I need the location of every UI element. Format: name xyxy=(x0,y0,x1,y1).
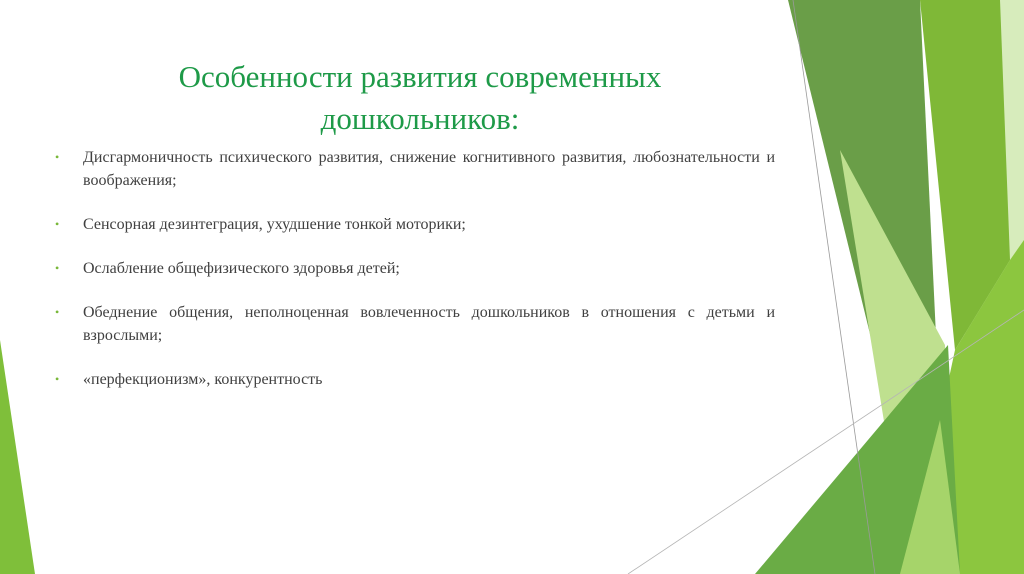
list-item xyxy=(50,146,775,192)
list-item xyxy=(50,368,775,391)
bullet-marker: • xyxy=(55,261,60,275)
list-item-text: «перфекционизм», конкурентность xyxy=(83,371,323,388)
list-item-text: Обеднение общения, неполноценная вовлеченность дошкольников в отношения с детьми и взрослыми; xyxy=(83,304,775,344)
list-item xyxy=(50,213,775,236)
list-item xyxy=(50,301,775,347)
list-item-text: Дисгармоничность психического развития, снижение когнитивного развития, любознательности и воображения; xyxy=(83,149,775,189)
bullet-marker: • xyxy=(55,217,60,231)
bullet-marker: • xyxy=(55,372,60,386)
bullet-list xyxy=(50,146,775,391)
bullet-marker: • xyxy=(55,305,60,319)
list-item-text: Ослабление общефизического здоровья детей; xyxy=(83,260,400,277)
bullet-marker: • xyxy=(55,150,60,164)
facet-left xyxy=(0,340,35,574)
slide-title: Особенности развития современных дошкольников: xyxy=(178,59,662,136)
list-item xyxy=(50,257,775,280)
list-item-text: Сенсорная дезинтеграция, ухудшение тонкой моторики; xyxy=(83,216,466,233)
